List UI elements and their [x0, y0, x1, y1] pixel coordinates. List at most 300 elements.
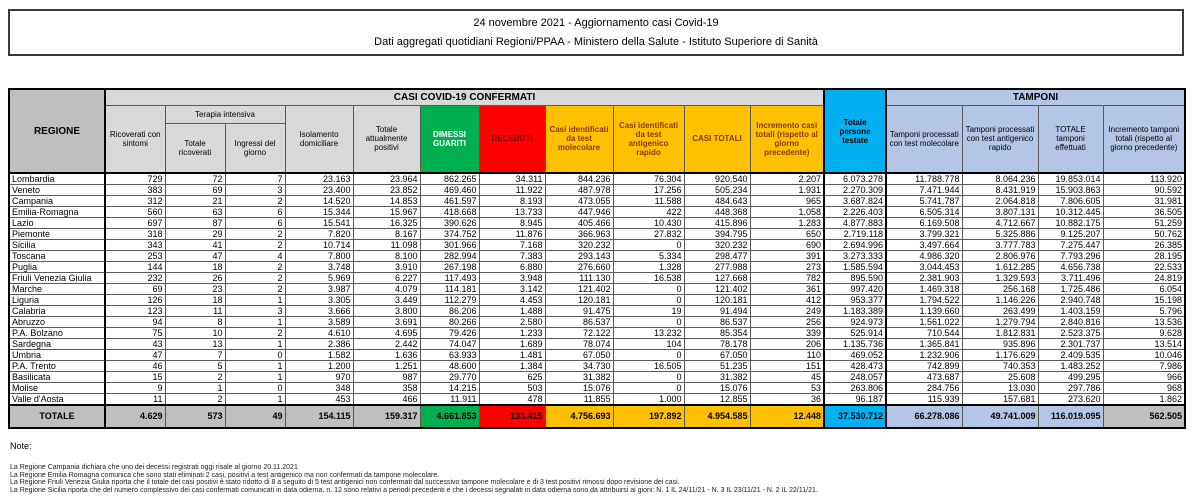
value-cell: 312 — [105, 196, 165, 207]
value-cell: 697 — [105, 218, 165, 229]
value-cell: 3 — [225, 185, 285, 196]
value-cell: 1.329.593 — [962, 273, 1038, 284]
value-cell: 10.430 — [613, 218, 684, 229]
value-cell: 276.660 — [545, 262, 613, 273]
value-cell: 3 — [225, 306, 285, 317]
value-cell: 91.475 — [545, 306, 613, 317]
table-row — [9, 229, 1185, 240]
value-cell: 53 — [750, 383, 824, 394]
totale-value-cell: 4.629 — [105, 405, 165, 428]
value-cell: 343 — [105, 240, 165, 251]
value-cell: 3.449 — [353, 295, 420, 306]
value-cell: 2.442 — [353, 339, 420, 350]
value-cell: 263.499 — [962, 306, 1038, 317]
header-casi-totali: CASI TOTALI — [684, 105, 750, 173]
value-cell: 487.978 — [545, 185, 613, 196]
value-cell: 968 — [1103, 383, 1185, 394]
value-cell: 91.494 — [684, 306, 750, 317]
value-cell: 144 — [105, 262, 165, 273]
value-cell: 3.666 — [285, 306, 353, 317]
value-cell: 19.853.014 — [1038, 173, 1103, 185]
value-cell: 31.382 — [684, 372, 750, 383]
value-cell: 127.668 — [684, 273, 750, 284]
value-cell: 7.275.447 — [1038, 240, 1103, 251]
value-cell: 29.770 — [420, 372, 479, 383]
value-cell: 1.139.660 — [886, 306, 962, 317]
value-cell: 94 — [105, 317, 165, 328]
value-cell: 935.896 — [962, 339, 1038, 350]
notes-list — [10, 464, 1184, 494]
value-cell: 10.714 — [285, 240, 353, 251]
header-terapia-intensiva: Terapia intensiva — [165, 105, 285, 123]
value-cell: 2 — [165, 372, 225, 383]
value-cell: 5.741.787 — [886, 196, 962, 207]
region-name-cell: Lombardia — [9, 173, 105, 185]
value-cell: 151 — [750, 361, 824, 372]
value-cell: 267.198 — [420, 262, 479, 273]
table-row — [9, 251, 1185, 262]
value-cell: 69 — [105, 284, 165, 295]
header-isolamento-domiciliare: Isolamento domiciliare — [285, 105, 353, 173]
value-cell: 21 — [165, 196, 225, 207]
header-tamponi-antigenico: Tamponi processati con test antigenico rapido — [962, 105, 1038, 173]
value-cell: 1.279.794 — [962, 317, 1038, 328]
value-cell: 2.940.748 — [1038, 295, 1103, 306]
table-row — [9, 196, 1185, 207]
value-cell: 6.505.314 — [886, 207, 962, 218]
table-row — [9, 372, 1185, 383]
value-cell: 6.880 — [479, 262, 545, 273]
table-row — [9, 350, 1185, 361]
value-cell: 453 — [285, 394, 353, 406]
header-tamponi-molecolare: Tamponi processati con test molecolare — [886, 105, 962, 173]
value-cell: 1 — [225, 361, 285, 372]
value-cell: 34.311 — [479, 173, 545, 185]
value-cell: 422 — [613, 207, 684, 218]
value-cell: 41 — [165, 240, 225, 251]
value-cell: 11 — [105, 394, 165, 406]
value-cell: 26 — [165, 273, 225, 284]
value-cell: 0 — [613, 372, 684, 383]
value-cell: 1.328 — [613, 262, 684, 273]
value-cell: 43 — [105, 339, 165, 350]
value-cell: 844.236 — [545, 173, 613, 185]
value-cell: 710.544 — [886, 328, 962, 339]
value-cell: 2.207 — [750, 173, 824, 185]
value-cell: 0 — [613, 284, 684, 295]
value-cell: 10.882.175 — [1038, 218, 1103, 229]
totale-value-cell: 159.317 — [353, 405, 420, 428]
value-cell: 86.206 — [420, 306, 479, 317]
header-incremento-casi: Incremento casi totali (rispetto al giorno precedente) — [750, 105, 824, 173]
value-cell: 1.200 — [285, 361, 353, 372]
header-tamponi-banner: TAMPONI — [886, 89, 1185, 105]
value-cell: 484.643 — [684, 196, 750, 207]
value-cell: 2 — [225, 328, 285, 339]
value-cell: 374.752 — [420, 229, 479, 240]
value-cell: 15.198 — [1103, 295, 1185, 306]
value-cell: 2.719.118 — [824, 229, 886, 240]
value-cell: 117.493 — [420, 273, 479, 284]
value-cell: 14.853 — [353, 196, 420, 207]
table-header — [9, 89, 1185, 173]
value-cell: 469.052 — [824, 350, 886, 361]
value-cell: 15.076 — [684, 383, 750, 394]
totale-label-cell: TOTALE — [9, 405, 105, 428]
value-cell: 23.964 — [353, 173, 420, 185]
value-cell: 232 — [105, 273, 165, 284]
value-cell: 8.431.919 — [962, 185, 1038, 196]
header-totale-ricoverati: Totale ricoverati — [165, 123, 225, 173]
value-cell: 2.064.818 — [962, 196, 1038, 207]
value-cell: 51.235 — [684, 361, 750, 372]
value-cell: 110 — [750, 350, 824, 361]
value-cell: 0 — [613, 295, 684, 306]
value-cell: 1.283 — [750, 218, 824, 229]
value-cell: 16.325 — [353, 218, 420, 229]
value-cell: 0 — [613, 383, 684, 394]
value-cell: 0 — [225, 350, 285, 361]
value-cell: 448.368 — [684, 207, 750, 218]
value-cell: 361 — [750, 284, 824, 295]
value-cell: 10.046 — [1103, 350, 1185, 361]
value-cell: 13.514 — [1103, 339, 1185, 350]
value-cell: 45 — [750, 372, 824, 383]
value-cell: 15 — [105, 372, 165, 383]
value-cell: 690 — [750, 240, 824, 251]
value-cell: 15.076 — [545, 383, 613, 394]
value-cell: 0 — [613, 240, 684, 251]
value-cell: 412 — [750, 295, 824, 306]
value-cell: 282.994 — [420, 251, 479, 262]
value-cell: 67.050 — [684, 350, 750, 361]
value-cell: 8.064.236 — [962, 173, 1038, 185]
value-cell: 256.168 — [962, 284, 1038, 295]
value-cell: 987 — [353, 372, 420, 383]
table-row — [9, 262, 1185, 273]
value-cell: 1.812.831 — [962, 328, 1038, 339]
value-cell: 320.232 — [684, 240, 750, 251]
value-cell: 7.168 — [479, 240, 545, 251]
value-cell: 86.537 — [545, 317, 613, 328]
value-cell: 2 — [225, 284, 285, 295]
note-line: La Regione Emilia Romagna comunica che sono stati eliminati 2 casi, positivi a test antigenico ma non confermati da tampone molecolare. — [10, 471, 440, 479]
value-cell: 2.386 — [285, 339, 353, 350]
value-cell: 11 — [165, 306, 225, 317]
value-cell: 34.730 — [545, 361, 613, 372]
region-name-cell: Puglia — [9, 262, 105, 273]
table-row — [9, 328, 1185, 339]
value-cell: 1.146.226 — [962, 295, 1038, 306]
totale-value-cell: 573 — [165, 405, 225, 428]
value-cell: 0 — [613, 317, 684, 328]
value-cell: 1.176.629 — [962, 350, 1038, 361]
value-cell: 6 — [225, 207, 285, 218]
value-cell: 415.896 — [684, 218, 750, 229]
totale-row — [9, 405, 1185, 428]
value-cell: 31.382 — [545, 372, 613, 383]
value-cell: 895.590 — [824, 273, 886, 284]
value-cell: 2.301.737 — [1038, 339, 1103, 350]
totale-value-cell: 154.115 — [285, 405, 353, 428]
value-cell: 1.232.906 — [886, 350, 962, 361]
value-cell: 72.122 — [545, 328, 613, 339]
header-totale-tamponi: TOTALE tamponi effettuati — [1038, 105, 1103, 173]
value-cell: 11.588 — [613, 196, 684, 207]
value-cell: 7 — [165, 350, 225, 361]
value-cell: 25.608 — [962, 372, 1038, 383]
value-cell: 14.520 — [285, 196, 353, 207]
value-cell: 78.074 — [545, 339, 613, 350]
value-cell: 69 — [165, 185, 225, 196]
value-cell: 2.806.976 — [962, 251, 1038, 262]
value-cell: 339 — [750, 328, 824, 339]
value-cell: 277.988 — [684, 262, 750, 273]
value-cell: 1 — [165, 383, 225, 394]
table-row — [9, 185, 1185, 196]
value-cell: 47 — [105, 350, 165, 361]
value-cell: 249 — [750, 306, 824, 317]
value-cell: 79.426 — [420, 328, 479, 339]
value-cell: 6 — [225, 218, 285, 229]
value-cell: 1.636 — [353, 350, 420, 361]
header-ricoverati-con-sintomi: Ricoverati con sintomi — [105, 105, 165, 173]
value-cell: 121.402 — [684, 284, 750, 295]
value-cell: 47 — [165, 251, 225, 262]
value-cell: 6.073.278 — [824, 173, 886, 185]
value-cell: 2.840.816 — [1038, 317, 1103, 328]
value-cell: 742.899 — [886, 361, 962, 372]
region-name-cell: Valle d'Aosta — [9, 394, 105, 406]
table-row — [9, 207, 1185, 218]
value-cell: 650 — [750, 229, 824, 240]
value-cell: 63.933 — [420, 350, 479, 361]
value-cell: 1.612.285 — [962, 262, 1038, 273]
value-cell: 3.497.664 — [886, 240, 962, 251]
value-cell: 123 — [105, 306, 165, 317]
value-cell: 4.079 — [353, 284, 420, 295]
value-cell: 7.471.944 — [886, 185, 962, 196]
region-name-cell: Umbria — [9, 350, 105, 361]
value-cell: 320.232 — [545, 240, 613, 251]
value-cell: 15.541 — [285, 218, 353, 229]
value-cell: 23.852 — [353, 185, 420, 196]
value-cell: 78.178 — [684, 339, 750, 350]
value-cell: 3.948 — [479, 273, 545, 284]
value-cell: 3.777.783 — [962, 240, 1038, 251]
value-cell: 920.540 — [684, 173, 750, 185]
value-cell: 115.939 — [886, 394, 962, 406]
table-row — [9, 383, 1185, 394]
value-cell: 8.945 — [479, 218, 545, 229]
value-cell: 2 — [225, 273, 285, 284]
value-cell: 1 — [225, 317, 285, 328]
value-cell: 428.473 — [824, 361, 886, 372]
value-cell: 862.265 — [420, 173, 479, 185]
value-cell: 11.922 — [479, 185, 545, 196]
value-cell: 1 — [225, 372, 285, 383]
value-cell: 31.981 — [1103, 196, 1185, 207]
note-line: La Regione Friuli Venezia Giulia riporta che il totale dei casi positivi è stato ridotto di 8 a seguito di 5 test antigenici non confermati dal successivo tampone molecolare e di 3 test positivi rimossi dopo revisione dei casi. — [10, 479, 680, 487]
value-cell: 11.876 — [479, 229, 545, 240]
value-cell: 1.384 — [479, 361, 545, 372]
region-name-cell: Piemonte — [9, 229, 105, 240]
page-subtitle: Dati aggregati quotidiani Regioni/PPAA - Ministero della Salute - Istituto Superiore di Sanità — [374, 35, 818, 48]
value-cell: 348 — [285, 383, 353, 394]
value-cell: 5.325.886 — [962, 229, 1038, 240]
value-cell: 4.453 — [479, 295, 545, 306]
table-footer — [9, 405, 1185, 428]
value-cell: 418.668 — [420, 207, 479, 218]
region-name-cell: Lazio — [9, 218, 105, 229]
totale-value-cell: 116.019.095 — [1038, 405, 1103, 428]
value-cell: 297.786 — [1038, 383, 1103, 394]
value-cell: 75 — [105, 328, 165, 339]
region-name-cell: Molise — [9, 383, 105, 394]
value-cell: 13 — [165, 339, 225, 350]
value-cell: 10 — [165, 328, 225, 339]
value-cell: 4 — [225, 251, 285, 262]
value-cell: 383 — [105, 185, 165, 196]
value-cell: 997.420 — [824, 284, 886, 295]
value-cell: 478 — [479, 394, 545, 406]
value-cell: 3.987 — [285, 284, 353, 295]
value-cell: 3.799.321 — [886, 229, 962, 240]
table-row — [9, 295, 1185, 306]
value-cell: 473.687 — [886, 372, 962, 383]
value-cell: 11.098 — [353, 240, 420, 251]
region-name-cell: Campania — [9, 196, 105, 207]
value-cell: 7.986 — [1103, 361, 1185, 372]
value-cell: 284.756 — [886, 383, 962, 394]
value-cell: 248.057 — [824, 372, 886, 383]
value-cell: 298.477 — [684, 251, 750, 262]
value-cell: 112.279 — [420, 295, 479, 306]
value-cell: 0 — [613, 350, 684, 361]
value-cell: 965 — [750, 196, 824, 207]
value-cell: 3.910 — [353, 262, 420, 273]
value-cell: 3.142 — [479, 284, 545, 295]
table-row — [9, 339, 1185, 350]
value-cell: 113.920 — [1103, 173, 1185, 185]
totale-value-cell: 49 — [225, 405, 285, 428]
note-line: La Regione Campania dichiara che uno dei decessi registrati oggi risale al giorno 20.11.2021 — [10, 464, 298, 471]
value-cell: 16.538 — [613, 273, 684, 284]
totale-value-cell: 197.892 — [613, 405, 684, 428]
value-cell: 1.000 — [613, 394, 684, 406]
value-cell: 8.193 — [479, 196, 545, 207]
value-cell: 15.967 — [353, 207, 420, 218]
value-cell: 23.163 — [285, 173, 353, 185]
value-cell: 8 — [165, 317, 225, 328]
value-cell: 4.610 — [285, 328, 353, 339]
value-cell: 23 — [165, 284, 225, 295]
value-cell: 11.788.778 — [886, 173, 962, 185]
value-cell: 782 — [750, 273, 824, 284]
totale-value-cell: 133.415 — [479, 405, 545, 428]
value-cell: 5.334 — [613, 251, 684, 262]
value-cell: 366.963 — [545, 229, 613, 240]
value-cell: 1.931 — [750, 185, 824, 196]
value-cell: 63 — [165, 207, 225, 218]
value-cell: 157.681 — [962, 394, 1038, 406]
value-cell: 318 — [105, 229, 165, 240]
value-cell: 74.047 — [420, 339, 479, 350]
note-line: La Regione Sicilia riporta che del numero complessivo dei casi confermati comunicati in data odierna, n. 12 sono relativi a periodi precedenti e che i decessi segnalati in data odierna sono da attribuirsi ai gioni: N. 1 IL 24/11/21 - N. 3 IL 23/11/21 - N. 2 IL 22/11/21. — [10, 486, 818, 494]
value-cell: 8.100 — [353, 251, 420, 262]
value-cell: 3.800 — [353, 306, 420, 317]
value-cell: 503 — [479, 383, 545, 394]
value-cell: 301.966 — [420, 240, 479, 251]
value-cell: 1.365.841 — [886, 339, 962, 350]
notes-section — [10, 441, 1184, 494]
value-cell: 1.058 — [750, 207, 824, 218]
value-cell: 9 — [105, 383, 165, 394]
value-cell: 2 — [225, 229, 285, 240]
value-cell: 11.855 — [545, 394, 613, 406]
value-cell: 48.600 — [420, 361, 479, 372]
value-cell: 7.383 — [479, 251, 545, 262]
value-cell: 36.505 — [1103, 207, 1185, 218]
value-cell: 3.807.131 — [962, 207, 1038, 218]
value-cell: 256 — [750, 317, 824, 328]
value-cell: 5 — [165, 361, 225, 372]
region-name-cell: Sardegna — [9, 339, 105, 350]
value-cell: 3.687.824 — [824, 196, 886, 207]
region-name-cell: Veneto — [9, 185, 105, 196]
value-cell: 505.234 — [684, 185, 750, 196]
value-cell: 16.505 — [613, 361, 684, 372]
value-cell: 1.483.252 — [1038, 361, 1103, 372]
totale-value-cell: 49.741.009 — [962, 405, 1038, 428]
value-cell: 473.055 — [545, 196, 613, 207]
value-cell: 86.537 — [684, 317, 750, 328]
region-name-cell: Calabria — [9, 306, 105, 317]
value-cell: 1.481 — [479, 350, 545, 361]
value-cell: 121.402 — [545, 284, 613, 295]
value-cell: 90.592 — [1103, 185, 1185, 196]
value-cell: 51.259 — [1103, 218, 1185, 229]
value-cell: 114.181 — [420, 284, 479, 295]
value-cell: 273.620 — [1038, 394, 1103, 406]
value-cell: 1 — [225, 295, 285, 306]
totale-value-cell: 37.530.712 — [824, 405, 886, 428]
region-name-cell: Sicilia — [9, 240, 105, 251]
page-title: 24 novembre 2021 - Aggiornamento casi Covid-19 — [473, 17, 719, 30]
value-cell: 2 — [165, 394, 225, 406]
value-cell: 5.969 — [285, 273, 353, 284]
value-cell: 263.806 — [824, 383, 886, 394]
header-dimessi-guariti: DIMESSI GUARITI — [420, 105, 479, 173]
value-cell: 10.312.445 — [1038, 207, 1103, 218]
value-cell: 391 — [750, 251, 824, 262]
value-cell: 1.251 — [353, 361, 420, 372]
value-cell: 12.855 — [684, 394, 750, 406]
table-row — [9, 306, 1185, 317]
value-cell: 740.353 — [962, 361, 1038, 372]
value-cell: 1.561.022 — [886, 317, 962, 328]
region-name-cell: Basilicata — [9, 372, 105, 383]
value-cell: 2.694.996 — [824, 240, 886, 251]
value-cell: 11.911 — [420, 394, 479, 406]
header-regione: REGIONE — [9, 89, 105, 173]
totale-value-cell: 4.954.585 — [684, 405, 750, 428]
value-cell: 2 — [225, 196, 285, 207]
value-cell: 46 — [105, 361, 165, 372]
value-cell: 104 — [613, 339, 684, 350]
value-cell: 1.183.389 — [824, 306, 886, 317]
value-cell: 3.273.333 — [824, 251, 886, 262]
